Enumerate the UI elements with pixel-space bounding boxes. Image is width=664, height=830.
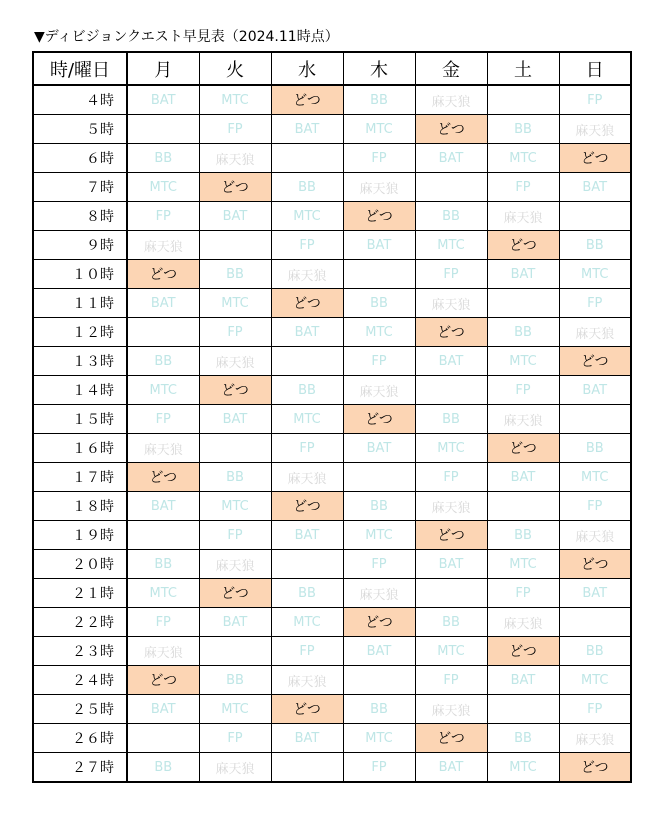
hour-label: ２２時 [33,608,127,637]
schedule-cell: FP [415,260,487,289]
schedule-cell: BAT [199,405,271,434]
table-row [33,144,631,173]
table-row [33,434,631,463]
schedule-cell: BB [199,666,271,695]
schedule-cell: FP [487,376,559,405]
schedule-cell: MTC [127,376,199,405]
hour-label: １２時 [33,318,127,347]
schedule-cell: BAT [487,260,559,289]
day-header-mon: 月 [127,52,199,85]
schedule-cell: 麻天狼 [559,724,631,753]
hour-label: ６時 [33,144,127,173]
schedule-cell: BB [199,463,271,492]
schedule-cell: MTC [487,347,559,376]
schedule-cell: 麻天狼 [127,637,199,666]
schedule-cell: 麻天狼 [487,405,559,434]
schedule-cell: 麻天狼 [487,202,559,231]
schedule-cell: どつ [127,463,199,492]
schedule-cell: FP [271,434,343,463]
schedule-cell: BAT [271,115,343,144]
table-row [33,260,631,289]
table-row [33,637,631,666]
schedule-cell: BB [271,579,343,608]
schedule-cell: BAT [271,318,343,347]
schedule-cell: BB [415,405,487,434]
schedule-cell: どつ [559,144,631,173]
schedule-cell: FP [415,666,487,695]
schedule-cell: BAT [415,347,487,376]
hour-label: １８時 [33,492,127,521]
hour-label: １３時 [33,347,127,376]
hour-label: ２４時 [33,666,127,695]
schedule-cell [487,492,559,521]
schedule-cell: MTC [559,666,631,695]
schedule-cell [271,550,343,579]
schedule-cell: FP [559,695,631,724]
schedule-cell [127,724,199,753]
schedule-cell: MTC [415,231,487,260]
schedule-cell: MTC [559,260,631,289]
schedule-cell: BB [127,550,199,579]
schedule-cell: BB [487,724,559,753]
schedule-cell: どつ [487,434,559,463]
schedule-cell: 麻天狼 [559,318,631,347]
table-row [33,579,631,608]
schedule-cell: 麻天狼 [199,550,271,579]
schedule-cell [415,579,487,608]
schedule-cell [271,144,343,173]
schedule-cell: MTC [127,173,199,202]
schedule-cell: MTC [343,115,415,144]
schedule-cell: BAT [199,608,271,637]
schedule-cell: MTC [487,550,559,579]
table-row [33,231,631,260]
schedule-cell: どつ [487,637,559,666]
day-header-wed: 水 [271,52,343,85]
schedule-cell: MTC [127,579,199,608]
schedule-cell: BAT [559,579,631,608]
schedule-cell: BAT [487,666,559,695]
schedule-cell: MTC [559,463,631,492]
schedule-cell: 麻天狼 [415,85,487,115]
schedule-cell: FP [343,347,415,376]
schedule-cell: 麻天狼 [487,608,559,637]
schedule-cell [487,85,559,115]
schedule-cell [199,637,271,666]
schedule-cell: FP [559,289,631,318]
schedule-cell: どつ [415,724,487,753]
schedule-cell: BB [199,260,271,289]
schedule-cell: 麻天狼 [127,231,199,260]
schedule-cell: どつ [415,521,487,550]
schedule-cell [199,231,271,260]
hour-label: ５時 [33,115,127,144]
schedule-cell: FP [343,753,415,783]
schedule-cell: BAT [343,231,415,260]
hour-label: ２１時 [33,579,127,608]
schedule-cell: BAT [559,376,631,405]
schedule-cell: 麻天狼 [343,579,415,608]
table-row [33,608,631,637]
table-row [33,347,631,376]
schedule-cell: FP [199,724,271,753]
schedule-cell: BB [559,637,631,666]
schedule-cell: どつ [343,405,415,434]
hour-label: ４時 [33,85,127,115]
schedule-cell: FP [199,318,271,347]
schedule-cell: BB [487,115,559,144]
schedule-cell: MTC [343,724,415,753]
schedule-cell: どつ [271,85,343,115]
schedule-cell [343,463,415,492]
hour-label: ２０時 [33,550,127,579]
schedule-cell: どつ [559,550,631,579]
hour-label: ２７時 [33,753,127,783]
table-row [33,695,631,724]
schedule-cell: FP [343,550,415,579]
schedule-cell: FP [415,463,487,492]
schedule-cell: BAT [127,695,199,724]
schedule-cell: BB [127,347,199,376]
schedule-cell: BAT [127,492,199,521]
schedule-cell [559,608,631,637]
schedule-cell [487,695,559,724]
table-row [33,463,631,492]
schedule-cell: 麻天狼 [559,115,631,144]
schedule-cell: BB [559,231,631,260]
schedule-cell: どつ [415,318,487,347]
schedule-cell: BAT [271,724,343,753]
hour-label: １５時 [33,405,127,434]
schedule-cell: どつ [271,289,343,318]
schedule-cell: どつ [559,347,631,376]
hour-label: ８時 [33,202,127,231]
schedule-cell: FP [127,202,199,231]
schedule-cell: MTC [199,695,271,724]
day-header-thu: 木 [343,52,415,85]
schedule-cell: 麻天狼 [415,492,487,521]
schedule-cell: BAT [127,85,199,115]
schedule-cell [343,666,415,695]
schedule-cell: FP [559,492,631,521]
schedule-cell: BAT [415,144,487,173]
schedule-cell: FP [199,521,271,550]
table-row [33,85,631,115]
schedule-cell [343,260,415,289]
schedule-cell: MTC [487,753,559,783]
schedule-cell: BAT [199,202,271,231]
table-row [33,492,631,521]
table-row [33,753,631,783]
schedule-cell: MTC [343,318,415,347]
schedule-cell: BB [127,753,199,783]
schedule-cell: BB [343,492,415,521]
schedule-cell: どつ [199,579,271,608]
schedule-cell [271,347,343,376]
hour-label: ２６時 [33,724,127,753]
schedule-cell: BB [271,376,343,405]
schedule-cell: MTC [343,521,415,550]
table-row [33,115,631,144]
schedule-cell [271,753,343,783]
schedule-cell: BAT [559,173,631,202]
schedule-cell: BAT [127,289,199,318]
schedule-cell: BB [271,173,343,202]
table-row [33,173,631,202]
schedule-cell: 麻天狼 [271,463,343,492]
schedule-cell: 麻天狼 [415,695,487,724]
schedule-cell: BB [415,608,487,637]
schedule-cell: どつ [415,115,487,144]
schedule-cell: どつ [271,695,343,724]
page-title: ▼ディビジョンクエスト早見表（2024.11時点） [34,29,339,45]
schedule-cell: どつ [271,492,343,521]
schedule-cell: BAT [415,550,487,579]
table-row [33,376,631,405]
schedule-cell: MTC [415,434,487,463]
schedule-cell: 麻天狼 [271,666,343,695]
schedule-cell: FP [487,579,559,608]
hour-label: １４時 [33,376,127,405]
schedule-cell: MTC [271,608,343,637]
schedule-cell: BAT [487,463,559,492]
schedule-cell: BB [559,434,631,463]
schedule-cell: 麻天狼 [343,173,415,202]
day-header-fri: 金 [415,52,487,85]
schedule-cell: BB [343,85,415,115]
schedule-cell: 麻天狼 [199,144,271,173]
schedule-cell: MTC [271,202,343,231]
table-row [33,318,631,347]
hour-label: ２３時 [33,637,127,666]
hour-label: １９時 [33,521,127,550]
schedule-cell: 麻天狼 [559,521,631,550]
schedule-cell: MTC [487,144,559,173]
schedule-cell: FP [127,608,199,637]
schedule-cell: FP [559,85,631,115]
schedule-cell: BB [487,521,559,550]
table-row [33,521,631,550]
schedule-cell: BAT [415,753,487,783]
schedule-cell: BB [343,695,415,724]
header-row [33,52,631,85]
table-row [33,724,631,753]
corner-header: 時/曜日 [33,52,127,85]
hour-label: １６時 [33,434,127,463]
table-row [33,405,631,434]
schedule-cell: FP [271,231,343,260]
schedule-cell [127,115,199,144]
schedule-cell: 麻天狼 [343,376,415,405]
schedule-cell: どつ [199,173,271,202]
table-row [33,202,631,231]
schedule-cell: MTC [415,637,487,666]
schedule-cell: BAT [271,521,343,550]
schedule-cell [559,405,631,434]
schedule-cell: 麻天狼 [199,753,271,783]
schedule-cell [415,376,487,405]
schedule-cell: FP [127,405,199,434]
table-row [33,289,631,318]
table-row [33,550,631,579]
schedule-cell: MTC [199,85,271,115]
schedule-cell [127,318,199,347]
schedule-cell: どつ [127,260,199,289]
schedule-cell: 麻天狼 [271,260,343,289]
schedule-cell: どつ [343,202,415,231]
schedule-cell: どつ [199,376,271,405]
schedule-cell: 麻天狼 [199,347,271,376]
schedule-cell: どつ [127,666,199,695]
hour-label: １１時 [33,289,127,318]
hour-label: １７時 [33,463,127,492]
schedule-cell: BB [343,289,415,318]
schedule-cell: BAT [343,434,415,463]
schedule-cell [127,521,199,550]
table-row [33,666,631,695]
schedule-cell: 麻天狼 [415,289,487,318]
day-header-sun: 日 [559,52,631,85]
schedule-cell: FP [271,637,343,666]
schedule-cell: MTC [199,289,271,318]
schedule-cell: FP [487,173,559,202]
day-header-sat: 土 [487,52,559,85]
schedule-cell: FP [199,115,271,144]
schedule-cell [559,202,631,231]
schedule-table [32,51,632,783]
schedule-cell: BB [415,202,487,231]
hour-label: １０時 [33,260,127,289]
schedule-cell: BAT [343,637,415,666]
hour-label: ９時 [33,231,127,260]
schedule-cell: BB [127,144,199,173]
schedule-cell: FP [343,144,415,173]
day-header-tue: 火 [199,52,271,85]
schedule-cell: どつ [487,231,559,260]
schedule-cell [415,173,487,202]
schedule-cell: 麻天狼 [127,434,199,463]
hour-label: ７時 [33,173,127,202]
schedule-cell: どつ [559,753,631,783]
schedule-cell: BB [487,318,559,347]
schedule-cell: MTC [199,492,271,521]
schedule-cell: MTC [271,405,343,434]
hour-label: ２５時 [33,695,127,724]
schedule-body [33,85,631,782]
schedule-cell [487,289,559,318]
schedule-cell: どつ [343,608,415,637]
schedule-cell [199,434,271,463]
